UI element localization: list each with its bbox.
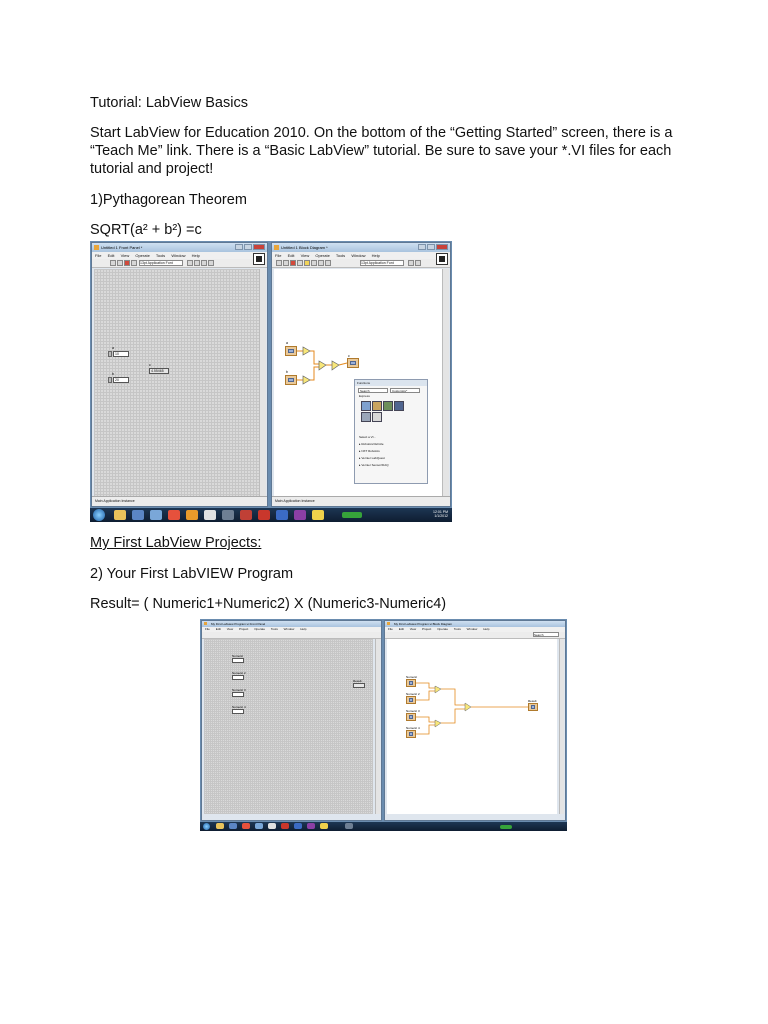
filezilla-icon[interactable] xyxy=(258,510,270,520)
labview-taskbar-icon[interactable] xyxy=(320,823,328,829)
document-title: Tutorial: LabView Basics xyxy=(90,95,248,111)
menu-edit[interactable]: Edit xyxy=(107,253,115,258)
menu-view[interactable]: View xyxy=(226,627,234,631)
close-button[interactable] xyxy=(253,244,265,250)
diagram-wires-2 xyxy=(385,621,567,822)
terminal-a-label: a xyxy=(286,341,288,345)
numeric-4-label: Numeric 4 xyxy=(232,705,246,709)
terminal-c-label: c xyxy=(348,354,350,358)
font-select[interactable]: 13pt Application Font xyxy=(139,260,183,266)
numeric-c-label: c xyxy=(149,363,151,367)
block-diagram-status: Main Application Instance xyxy=(272,496,450,506)
menu-project[interactable]: Project xyxy=(422,627,432,631)
distribute-icon[interactable] xyxy=(194,260,200,266)
minimize-button[interactable] xyxy=(235,244,243,250)
palette-item-vernier-labquest[interactable]: ▸ Vernier LabQuest xyxy=(359,456,385,460)
menu-help[interactable]: Help xyxy=(300,627,307,631)
menu-window[interactable]: Window xyxy=(466,627,478,631)
battery-meter-icon xyxy=(342,512,362,518)
result-indicator xyxy=(353,683,365,688)
labview-icon xyxy=(94,245,99,250)
maximize-button[interactable] xyxy=(244,244,252,250)
express-vi-icon[interactable] xyxy=(394,401,404,411)
app-icon[interactable] xyxy=(242,823,250,829)
formula-2: Result= ( Numeric1+Numeric2) X (Numeric3-Numeric4) xyxy=(90,596,447,612)
front-panel-window-2 xyxy=(201,620,382,821)
terminal-2-label: Numeric 2 xyxy=(406,692,420,696)
palette-category-express[interactable]: Express xyxy=(359,394,370,398)
start-button-icon[interactable] xyxy=(93,509,105,521)
numeric-1-label: Numeric xyxy=(232,654,244,658)
menu-edit[interactable]: Edit xyxy=(398,627,404,631)
folder-icon[interactable] xyxy=(216,823,224,829)
app-icon[interactable] xyxy=(204,510,216,520)
menu-tools[interactable]: Tools xyxy=(270,627,278,631)
app-icon[interactable] xyxy=(150,510,162,520)
tray-clock: 12:01 PM 1/1/2012 xyxy=(433,510,448,518)
run-arrow-icon[interactable] xyxy=(110,260,116,266)
terminal-b-label: b xyxy=(286,370,288,374)
menu-window[interactable]: Window xyxy=(171,253,186,258)
app-icon[interactable] xyxy=(294,823,302,829)
menu-operate[interactable]: Operate xyxy=(254,627,266,631)
menu-help[interactable]: Help xyxy=(371,253,380,258)
express-vi-icon[interactable] xyxy=(361,412,371,422)
result-label: Result xyxy=(353,679,362,683)
block-diagram-window xyxy=(271,242,451,507)
menu-tools[interactable]: Tools xyxy=(335,253,346,258)
numeric-a-spinner[interactable] xyxy=(108,351,112,357)
start-button-icon[interactable] xyxy=(203,823,210,830)
formula-1: SQRT(a² + b²) =c xyxy=(90,222,202,238)
numeric-1-input[interactable] xyxy=(232,658,244,663)
folder-icon[interactable] xyxy=(114,510,126,520)
menu-tools[interactable]: Tools xyxy=(453,627,461,631)
menu-operate[interactable]: Operate xyxy=(315,253,330,258)
app-icon[interactable] xyxy=(229,823,237,829)
front-panel-titlebar-2: My First Labview Program.vi Front Panel xyxy=(202,621,381,627)
menu-project[interactable]: Project xyxy=(239,627,249,631)
menu-file[interactable]: File xyxy=(388,627,393,631)
palette-item-robotics-vehicle[interactable]: ▸ Robotics/Vehicle xyxy=(359,442,384,446)
numeric-2-input[interactable] xyxy=(232,675,244,680)
menu-help[interactable]: Help xyxy=(191,253,200,258)
menu-operate[interactable]: Operate xyxy=(437,627,449,631)
numeric-2-label: Numeric 2 xyxy=(232,671,246,675)
labview-taskbar-icon[interactable] xyxy=(312,510,324,520)
menu-edit[interactable]: Edit xyxy=(287,253,295,258)
front-panel-toolbar xyxy=(92,259,267,268)
abort-icon[interactable] xyxy=(124,260,130,266)
windows-taskbar-2 xyxy=(200,822,567,831)
pause-icon[interactable] xyxy=(131,260,137,266)
palette-customize-button[interactable]: Customize* xyxy=(390,388,420,393)
app-icon[interactable] xyxy=(281,823,289,829)
chrome-icon[interactable] xyxy=(168,510,180,520)
menu-file[interactable]: File xyxy=(95,253,102,258)
projects-heading: My First LabView Projects: xyxy=(90,535,262,551)
numeric-3-input[interactable] xyxy=(232,692,244,697)
palette-item-vernier-sensor-daq[interactable]: ▸ Vernier Sensor/DAQ xyxy=(359,463,389,467)
search-input[interactable]: Search xyxy=(533,632,559,637)
front-panel-scrollbar-2[interactable] xyxy=(375,639,380,814)
app-icon[interactable] xyxy=(268,823,276,829)
windows-taskbar xyxy=(90,508,452,522)
app-icon[interactable] xyxy=(255,823,263,829)
block-diagram-window-2 xyxy=(384,620,566,821)
app-icon[interactable] xyxy=(307,823,315,829)
terminal-3-label: Numeric 3 xyxy=(406,709,420,713)
functions-palette[interactable] xyxy=(354,379,428,484)
menu-edit[interactable]: Edit xyxy=(215,627,221,631)
block-diagram-titlebar-2: My First Labview Program.vi Block Diagram xyxy=(385,621,565,627)
terminal-4-label: Numeric 4 xyxy=(406,726,420,730)
numeric-3-label: Numeric 3 xyxy=(232,688,246,692)
menu-view[interactable]: View xyxy=(120,253,130,258)
intro-paragraph: Start LabView for Education 2010. On the bottom of the “Getting Started” screen, there is a “Teach Me” link. There is a “Basic LabView” tutorial. Be sure to save your *.VI files for each tutorial and project! xyxy=(90,125,673,177)
front-panel-menubar xyxy=(92,252,267,259)
section-1-heading: 1)Pythagorean Theorem xyxy=(90,192,247,208)
menu-operate[interactable]: Operate xyxy=(135,253,150,258)
numeric-a-label: a xyxy=(112,346,114,350)
express-vi-icon[interactable] xyxy=(361,401,371,411)
front-panel-toolbar-2 xyxy=(202,632,381,639)
numeric-b-input[interactable]: 20 xyxy=(113,377,129,383)
vi-icon[interactable] xyxy=(253,253,265,265)
app-icon[interactable] xyxy=(345,823,353,829)
menu-window[interactable]: Window xyxy=(351,253,366,258)
menu-window[interactable]: Window xyxy=(283,627,295,631)
app-icon[interactable] xyxy=(222,510,234,520)
run-continuous-icon[interactable] xyxy=(117,260,123,266)
reorder-icon[interactable] xyxy=(208,260,214,266)
numeric-4-input[interactable] xyxy=(232,709,244,714)
express-vi-icon[interactable] xyxy=(372,412,382,422)
onenote-icon[interactable] xyxy=(294,510,306,520)
palette-select-vi[interactable]: Select a VI... xyxy=(359,435,377,439)
front-panel-canvas-2[interactable] xyxy=(204,639,373,814)
screenshot-pythagorean xyxy=(90,241,452,522)
menu-file[interactable]: File xyxy=(275,253,282,258)
menu-tools[interactable]: Tools xyxy=(155,253,166,258)
word-icon[interactable] xyxy=(276,510,288,520)
section-2-heading: 2) Your First LabVIEW Program xyxy=(90,566,294,582)
palette-title: Functions xyxy=(355,380,427,386)
battery-meter-icon xyxy=(500,825,512,829)
app-icon[interactable] xyxy=(132,510,144,520)
numeric-b-spinner[interactable] xyxy=(108,377,112,383)
front-panel-titlebar: Untitled 1 Front Panel * xyxy=(92,243,267,252)
resize-icon[interactable] xyxy=(201,260,207,266)
labview-icon xyxy=(204,622,207,625)
align-icon[interactable] xyxy=(187,260,193,266)
menu-view[interactable]: View xyxy=(300,253,310,258)
terminal-result-label: Result xyxy=(528,699,537,703)
terminal-1-label: Numeric xyxy=(406,675,418,679)
menu-view[interactable]: View xyxy=(409,627,417,631)
palette-search-button[interactable]: Search xyxy=(358,388,388,393)
front-panel-window xyxy=(91,242,268,507)
numeric-b-label: b xyxy=(112,372,114,376)
palette-item-nxt-robotics[interactable]: ▸ NXT Robotics xyxy=(359,449,380,453)
menu-file[interactable]: File xyxy=(205,627,210,631)
express-vi-icon[interactable] xyxy=(372,401,382,411)
app-icon[interactable] xyxy=(240,510,252,520)
screenshot-first-program xyxy=(200,619,567,831)
menu-help[interactable]: Help xyxy=(483,627,490,631)
block-diagram-titlebar: Untitled 1 Block Diagram * xyxy=(272,243,450,252)
front-panel-scrollbar[interactable] xyxy=(259,269,266,496)
numeric-c-indicator: 4.55465 xyxy=(149,368,169,374)
express-vi-icon[interactable] xyxy=(383,401,393,411)
numeric-a-input[interactable]: 10 xyxy=(113,351,129,357)
font-select[interactable]: 13pt Application Font xyxy=(360,260,404,266)
app-icon[interactable] xyxy=(186,510,198,520)
front-panel-status: Main Application Instance xyxy=(92,496,267,506)
